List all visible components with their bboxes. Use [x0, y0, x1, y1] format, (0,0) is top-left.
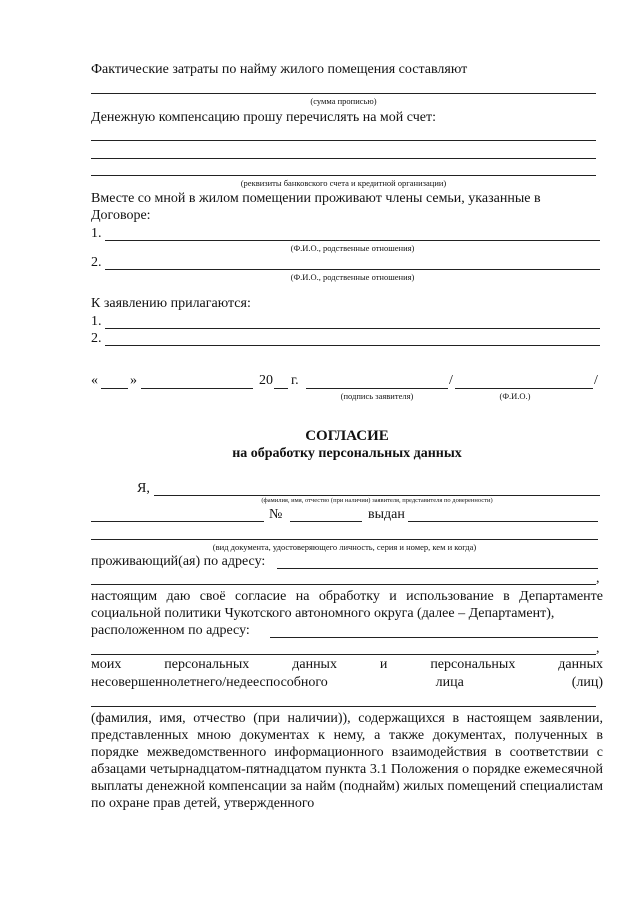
family-text-2: Договоре:: [91, 208, 151, 223]
document-line-2: [91, 539, 598, 540]
located-line-1: [270, 637, 598, 638]
bank-line-2: [91, 158, 596, 159]
minor-row: [91, 675, 603, 691]
date-close-quote: »: [130, 373, 137, 388]
located-label: расположенном по адресу:: [91, 623, 250, 638]
hint-signature: (подпись заявителя): [340, 391, 414, 401]
month-line: [141, 388, 253, 389]
address-line-2: [91, 584, 596, 585]
ya-label: Я,: [137, 481, 150, 496]
hint-fio-relation-1: (Ф.И.О., родственные отношения): [290, 243, 415, 253]
row2-word-3: (лиц): [571, 675, 603, 690]
personal-data-row: [91, 657, 603, 673]
family-item-2-number: 2.: [91, 255, 102, 270]
attachments-title: К заявлению прилагаются:: [91, 296, 251, 311]
family-item-1-line: [105, 240, 600, 241]
applicant-line: [154, 495, 600, 496]
located-line-2: [91, 654, 596, 655]
family-item-1-number: 1.: [91, 226, 102, 241]
number-sign: №: [269, 507, 283, 522]
row1-word-6: данных: [558, 657, 603, 672]
comma-2: ,: [596, 641, 600, 656]
comma-1: ,: [596, 571, 600, 586]
year-prefix: 20: [259, 373, 273, 388]
final-paragraph: (фамилия, имя, отчество (при наличии)), содержащихся в настоящем заявлении, представленных мною документах к нему, а также документах, полученных в порядке межведомственного информационного взаимодействия в соответствии с абзацами четырнадцатом-пятнадцатом пункта 3.1 Положения о порядке ежемесячной выплаты денежной компенсации за найм (поднайм) жилых помещений специалистам по охране прав детей, утвержденного: [91, 711, 603, 811]
attachment-item-1-number: 1.: [91, 314, 102, 329]
row2-word-1: несовершеннолетнего/недееспособного: [91, 675, 328, 690]
document-type-line: [91, 521, 264, 522]
bank-line-3: [91, 175, 596, 176]
row1-word-2: персональных: [164, 657, 250, 672]
hint-bank: (реквизиты банковского счета и кредитной организации): [240, 178, 447, 188]
consent-title: СОГЛАСИЕ: [305, 428, 389, 444]
issued-label: выдан: [368, 507, 405, 522]
row1-word-4: и: [379, 657, 388, 672]
document-number-line: [290, 521, 362, 522]
attachment-item-2-line: [105, 345, 600, 346]
row1-word-5: персональных: [430, 657, 516, 672]
bank-line-1: [91, 140, 596, 141]
attachment-item-2-number: 2.: [91, 331, 102, 346]
slash-2: /: [594, 373, 598, 388]
year-suffix: г.: [291, 373, 299, 388]
hint-fio-relation-2: (Ф.И.О., родственные отношения): [290, 272, 415, 282]
date-open-quote: «: [91, 373, 98, 388]
slash-1: /: [449, 373, 453, 388]
hint-fio: (Ф.И.О.): [499, 391, 531, 401]
row1-word-3: данных: [292, 657, 337, 672]
attachment-item-1-line: [105, 328, 600, 329]
minor-name-line: [91, 706, 596, 707]
day-line: [101, 388, 128, 389]
costs-text: Фактические затраты по найму жилого помещения составляют: [91, 62, 468, 77]
hint-amount: (сумма прописью): [310, 96, 377, 106]
hint-document: (вид документа, удостоверяющего личность, серия и номер, кем и когда): [212, 542, 477, 552]
consent-paragraph: настоящим даю своё согласие на обработку и использование в Департаменте социальной политики Чукотского автономного округа (далее – Департамент),: [91, 589, 603, 621]
residing-label: проживающий(ая) по адресу:: [91, 554, 266, 569]
fio-line: [455, 388, 593, 389]
consent-subtitle: на обработку персональных данных: [232, 446, 462, 461]
compensation-text: Денежную компенсацию прошу перечислять на мой счет:: [91, 110, 436, 125]
issued-by-line: [408, 521, 598, 522]
family-item-2-line: [105, 269, 600, 270]
address-line-1: [277, 568, 598, 569]
amount-line: [91, 93, 596, 94]
row2-word-2: лица: [435, 675, 464, 690]
hint-applicant: (фамилия, имя, отчество (при наличии) заявителя, представителя по доверенности): [261, 497, 493, 504]
year-line: [274, 388, 288, 389]
row1-word-1: моих: [91, 657, 122, 672]
family-text-1: Вместе со мной в жилом помещении проживают члены семьи, указанные в: [91, 191, 541, 206]
signature-line: [306, 388, 448, 389]
